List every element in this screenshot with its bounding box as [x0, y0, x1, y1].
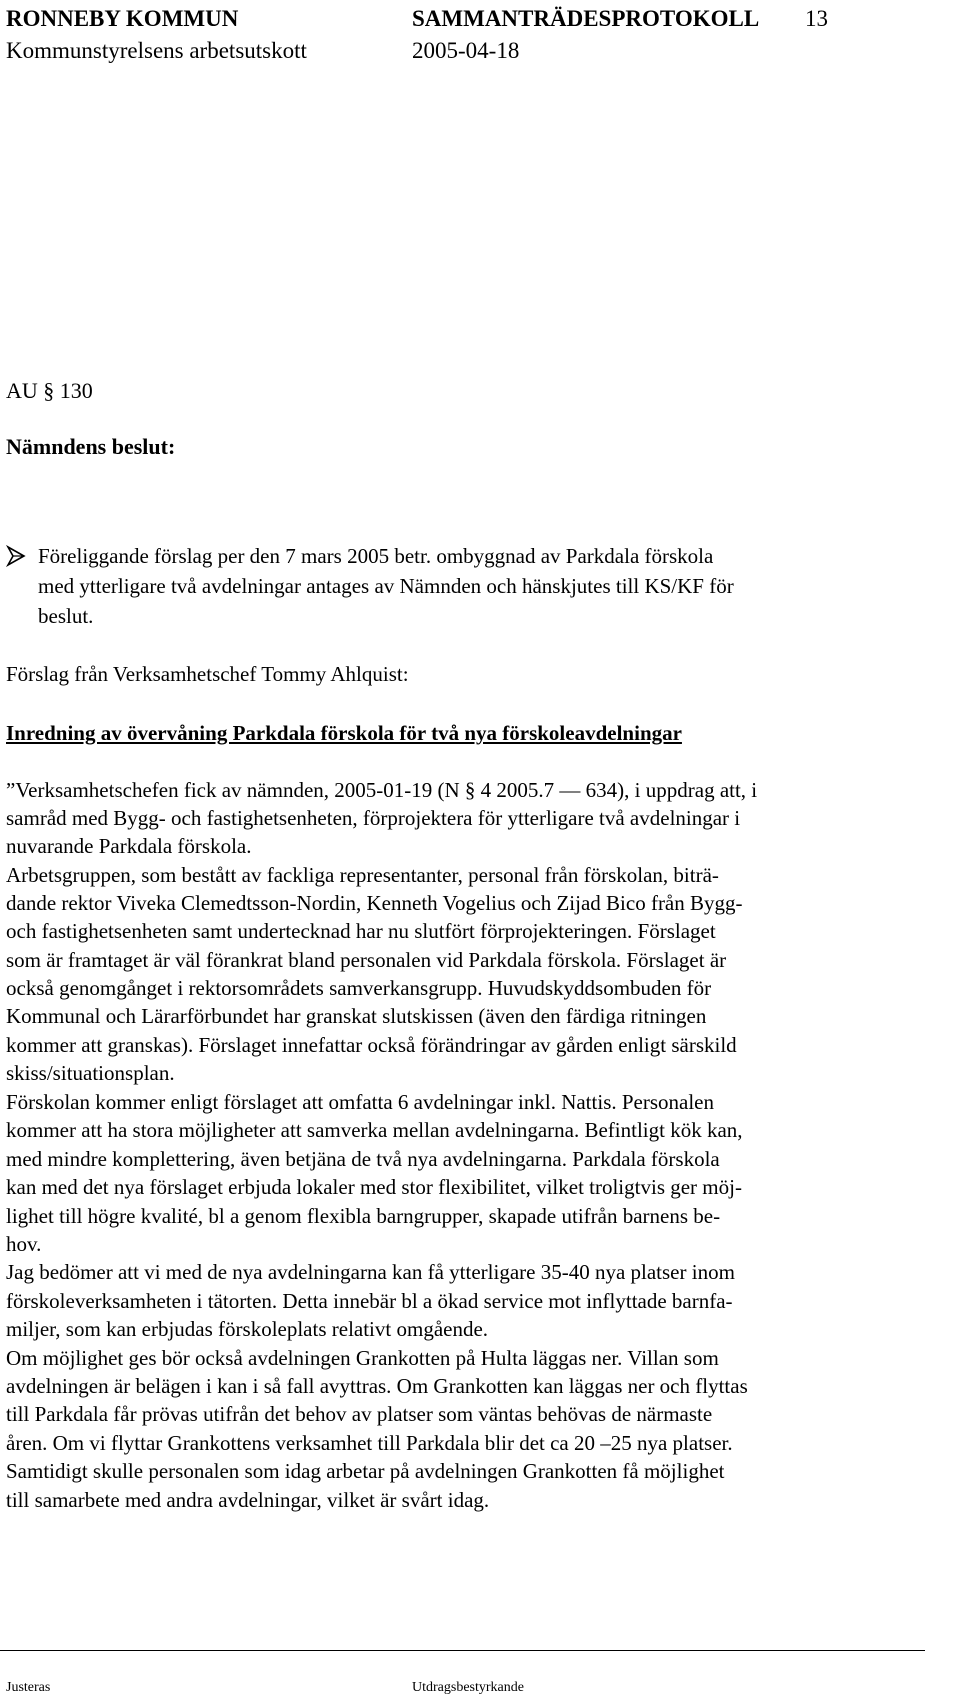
footer-rule [0, 1650, 925, 1651]
meeting-date: 2005-04-18 [412, 38, 520, 63]
body-line: kommer att granskas). Förslaget innefattar också förändringar av gården enligt särskild [6, 1033, 737, 1057]
body-line: Förskolan kommer enligt förslaget att omfatta 6 avdelningar inkl. Nattis. Personalen [6, 1090, 715, 1114]
decision-heading: Nämndens beslut: [6, 434, 176, 459]
body-line: som är framtaget är väl förankrat bland personalen vid Parkdala förskola. Förslaget är [6, 948, 727, 972]
body-line: Om möjlighet ges bör också avdelningen Grankotten på Hulta läggas ner. Villan som [6, 1346, 719, 1370]
body-line: nuvarande Parkdala förskola. [6, 834, 252, 858]
decision-line: med ytterligare två avdelningar antages av Nämnden och hänskjutes till KS/KF för [38, 574, 734, 598]
committee-name: Kommunstyrelsens arbetsutskott [6, 38, 307, 63]
body-line: Jag bedömer att vi med de nya avdelningarna kan få ytterligare 35-40 nya platser inom [6, 1260, 735, 1284]
body-line: hov. [6, 1232, 42, 1256]
body-line: skiss/situationsplan. [6, 1061, 175, 1085]
page-number: 13 [805, 6, 828, 31]
body-line: Arbetsgruppen, som bestått av fackliga representanter, personal från förskolan, biträ- [6, 863, 719, 887]
proposal-title: Inredning av övervåning Parkdala förskola för två nya förskoleavdelningar [6, 721, 682, 745]
footer-utdragsbestyrkande: Utdragsbestyrkande [412, 1680, 524, 1695]
footer-justeras: Justeras [6, 1680, 51, 1695]
decision-line: Föreliggande förslag per den 7 mars 2005 betr. ombyggnad av Parkdala förskola [38, 544, 714, 568]
body-line: miljer, som kan erbjudas förskoleplats relativt omgående. [6, 1317, 489, 1341]
body-line: Samtidigt skulle personalen som idag arbetar på avdelningen Grankotten få möjlighet [6, 1459, 725, 1483]
body-line: lighet till högre kvalité, bl a genom flexibla barngrupper, skapade utifrån barnens be- [6, 1204, 721, 1228]
municipality-name: RONNEBY KOMMUN [6, 6, 239, 31]
body-line: ”Verksamhetschefen fick av nämnden, 2005-01-19 (N § 4 2005.7 — 634), i uppdrag att, i [6, 778, 758, 802]
decision-line: beslut. [38, 604, 94, 628]
body-line: till Parkdala får prövas utifrån det behov av platser som väntas behövas de närmaste [6, 1402, 713, 1426]
body-line: också genomgånget i rektorsområdets samverkansgrupp. Huvudskyddsombuden för [6, 976, 712, 1000]
body-line: Kommunal och Lärarförbundet har granskat slutskissen (även den färdiga ritningen [6, 1004, 707, 1028]
body-line: till samarbete med andra avdelningar, vilket är svårt idag. [6, 1488, 490, 1512]
body-line: avdelningen är belägen i kan i så fall avyttras. Om Grankotten kan läggas ner och flyttas [6, 1374, 748, 1398]
body-line: åren. Om vi flyttar Grankottens verksamhet till Parkdala blir det ca 20 –25 nya platser. [6, 1431, 733, 1455]
body-line: kan med det nya förslaget erbjuda lokaler med stor flexibilitet, vilket troligtvis ger möj- [6, 1175, 742, 1199]
body-line: med mindre komplettering, även betjäna de två nya avdelningarna. Parkdala förskola [6, 1147, 720, 1171]
proposal-intro: Förslag från Verksamhetschef Tommy Ahlquist: [6, 662, 409, 686]
body-line: dande rektor Viveka Clemedtsson-Nordin, Kenneth Vogelius och Zijad Bico från Bygg- [6, 891, 743, 915]
section-code: AU § 130 [6, 378, 93, 403]
body-line: samråd med Bygg- och fastighetsenheten, förprojektera för ytterligare två avdelningar i [6, 806, 741, 830]
body-line: och fastighetsenheten samt undertecknad har nu slutfört förprojekteringen. Förslaget [6, 919, 716, 943]
arrow-bullet-icon [6, 545, 26, 567]
protocol-title: SAMMANTRÄDESPROTOKOLL [412, 6, 760, 31]
body-line: förskoleverksamheten i tätorten. Detta innebär bl a ökad service mot inflyttade barnfa- [6, 1289, 733, 1313]
body-line: kommer att ha stora möjligheter att samverka mellan avdelningarna. Befintligt kök kan, [6, 1118, 743, 1142]
